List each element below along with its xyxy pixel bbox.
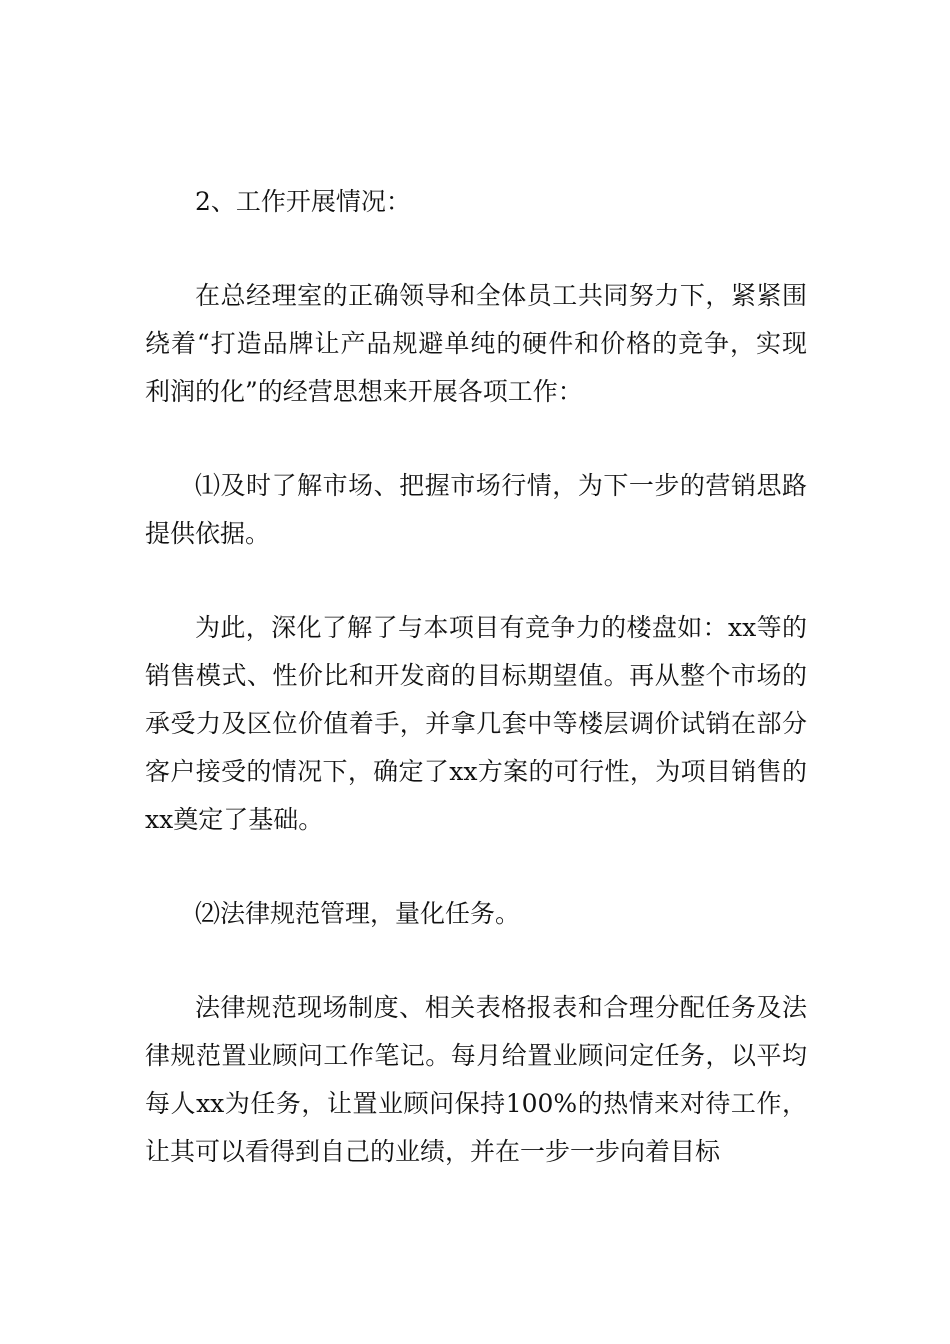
paragraph-item-1: ⑴及时了解市场、把握市场行情，为下一步的营销思路提供依据。 xyxy=(145,471,807,548)
document-body xyxy=(145,178,807,1222)
section-heading: 2、工作开展情况： xyxy=(195,187,411,216)
paragraph-item-2-detail: 法律规范现场制度、相关表格报表和合理分配任务及法律规范置业顾问工作笔记。每月给置业顾问定任务，以平均每人xx为任务，让置业顾问保持100%的热情来对待工作，让其可以看得到自己的业绩，并在一步一步向着目标 xyxy=(145,993,807,1166)
paragraph-item-2: ⑵法律规范管理，量化任务。 xyxy=(195,899,521,928)
paragraph-intro: 在总经理室的正确领导和全体员工共同努力下，紧紧围绕着“打造品牌让产品规避单纯的硬件和价格的竞争，实现利润的化”的经营思想来开展各项工作： xyxy=(145,281,807,406)
paragraph-item-1-detail: 为此，深化了解了与本项目有竞争力的楼盘如：xx等的销售模式、性价比和开发商的目标期望值。再从整个市场的承受力及区位价值着手，并拿几套中等楼层调价试销在部分客户接受的情况下，确定了xx方案的可行性，为项目销售的xx奠定了基础。 xyxy=(145,613,807,834)
